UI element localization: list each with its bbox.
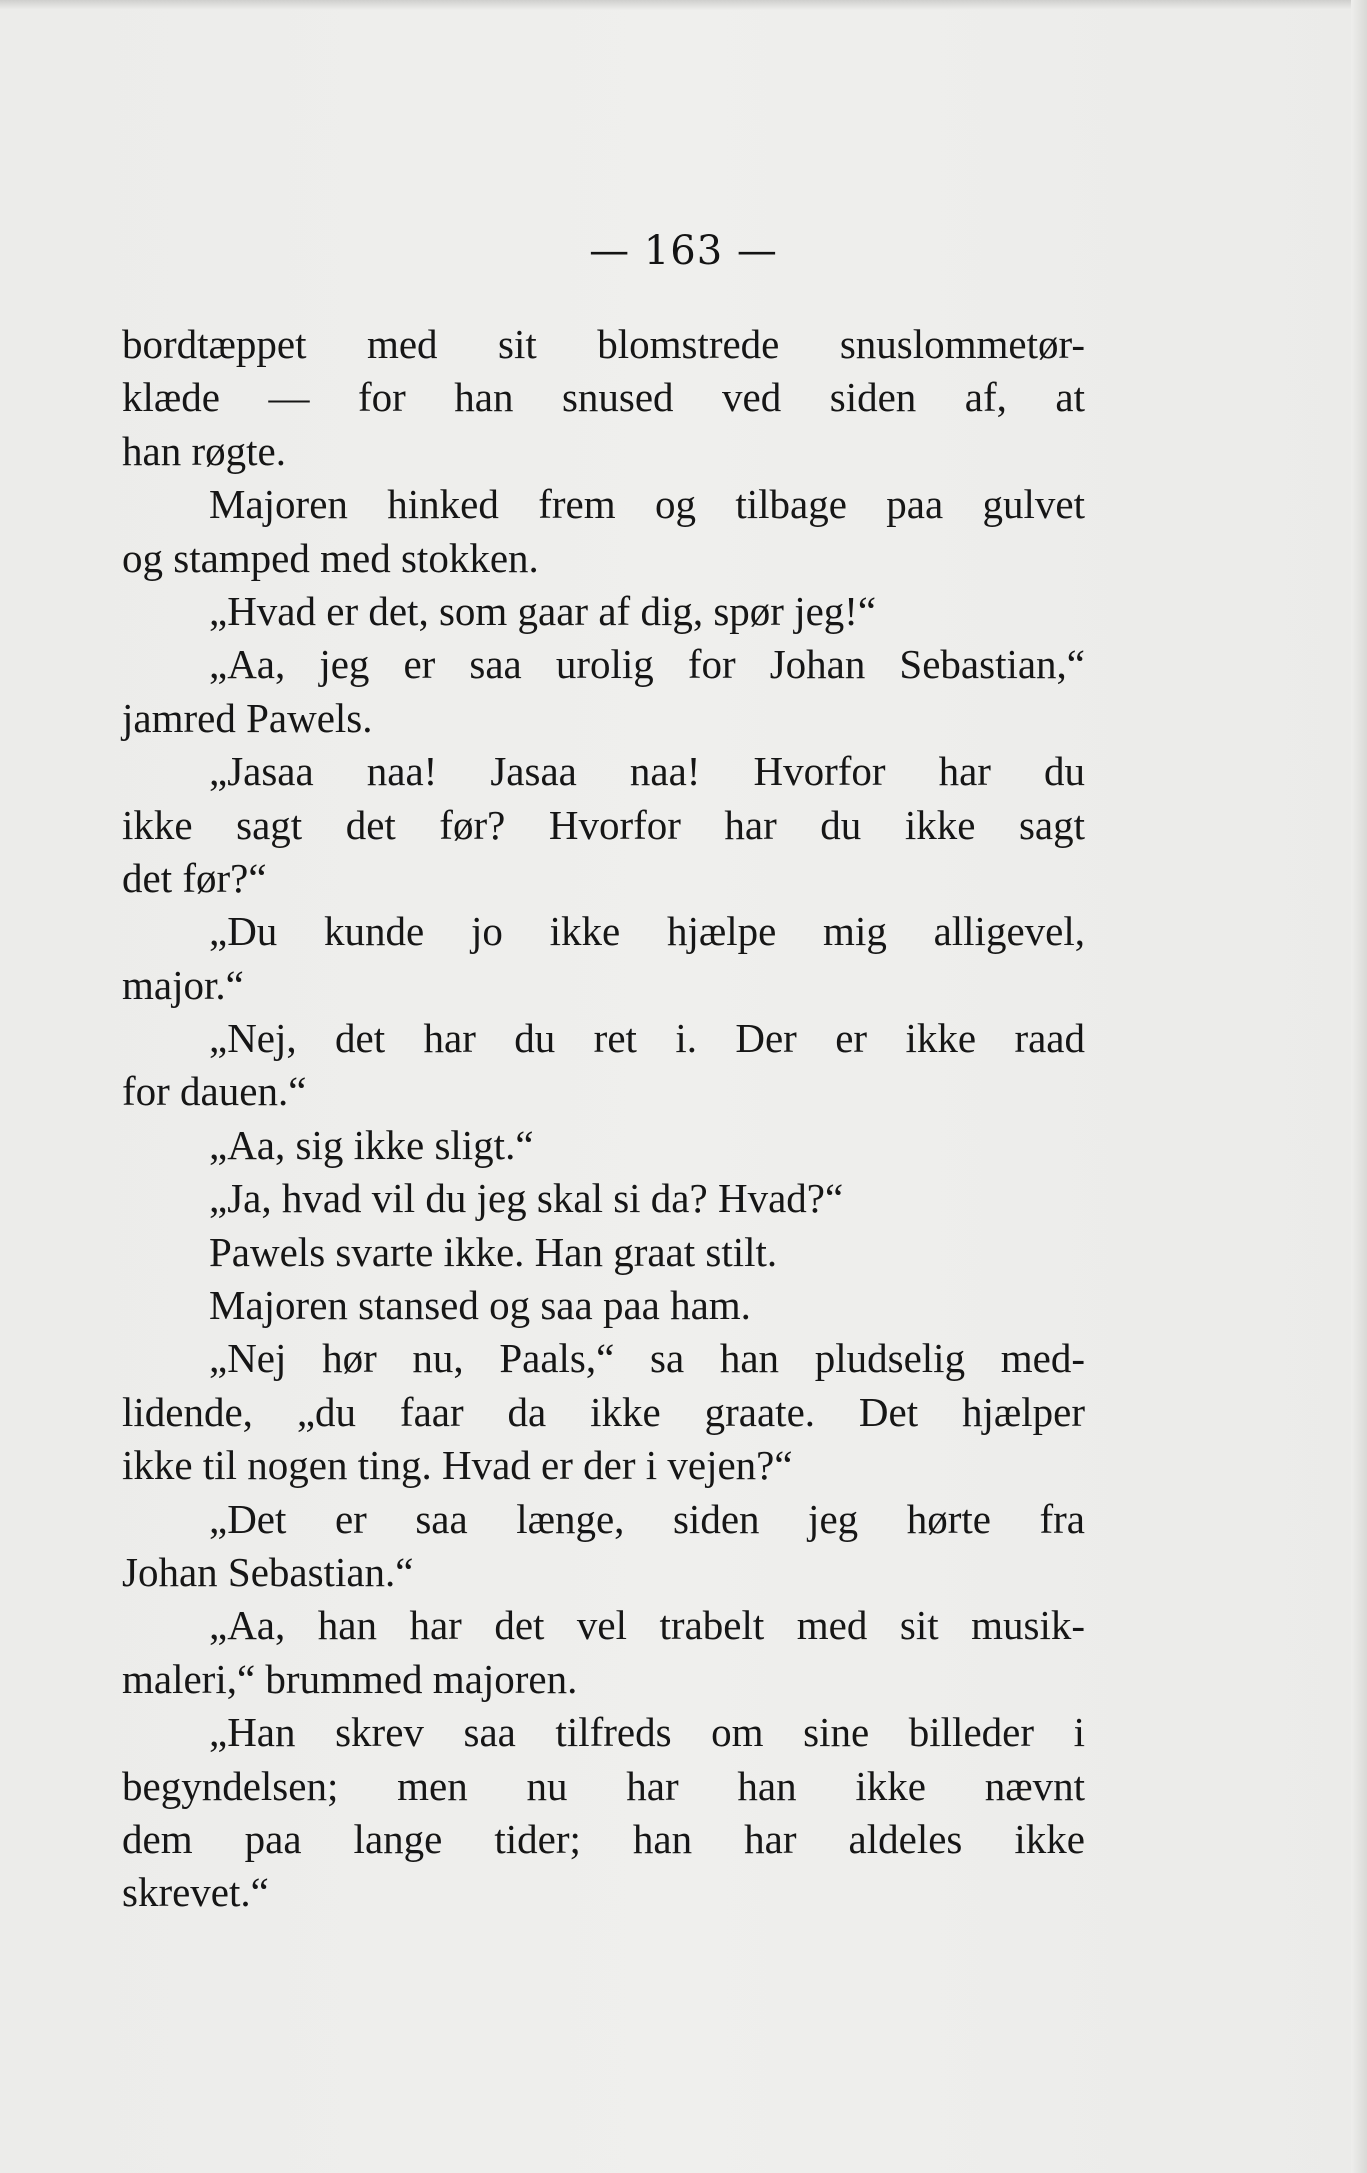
paragraph: [122, 478, 1085, 585]
text-line: det før?“: [122, 854, 267, 901]
text-line: bordtæppet med sit blomstrede snuslommetør-: [122, 321, 1085, 367]
text-line: „Aa, han har det vel trabelt med sit musik-: [209, 1602, 1085, 1649]
text-line: ikke til nogen ting. Hvad er der i vejen?“: [122, 1442, 793, 1489]
text-line: Pawels svarte ikke. Han graat stilt.: [209, 1228, 778, 1275]
text-line: „Ja, hvad vil du jeg skal si da? Hvad?“: [209, 1175, 844, 1222]
paragraph: [122, 1706, 1085, 1920]
text-line: Majoren stansed og saa paa ham.: [209, 1282, 751, 1329]
page-top-edge: [0, 0, 1367, 10]
paragraph: [122, 1493, 1085, 1600]
paragraph: [122, 1332, 1085, 1492]
paragraph: [122, 1012, 1085, 1119]
text-line: „Aa, jeg er saa urolig for Johan Sebastian,“: [209, 641, 1085, 688]
text-line: han røgte.: [122, 427, 286, 474]
text-line: maleri,“ brummed majoren.: [122, 1655, 578, 1702]
text-line: „Du kunde jo ikke hjælpe mig alligevel,: [209, 908, 1085, 955]
paragraph: [122, 1172, 1085, 1225]
text-line: „Nej hør nu, Paals,“ sa han pludselig med-: [209, 1335, 1085, 1382]
text-line: lidende, „du faar da ikke graate. Det hjælper: [122, 1388, 1085, 1435]
paragraph: [122, 638, 1085, 745]
text-line: dem paa lange tider; han har aldeles ikke: [122, 1815, 1085, 1862]
text-line: „Hvad er det, som gaar af dig, spør jeg!“: [209, 587, 877, 634]
paragraph: [122, 1119, 1085, 1172]
text-line: for dauen.“: [122, 1068, 307, 1115]
text-line: „Jasaa naa! Jasaa naa! Hvorfor har du: [209, 748, 1085, 795]
page-right-edge: [1351, 0, 1367, 2173]
paragraph: [122, 585, 1085, 638]
page-number: — 163 —: [589, 228, 778, 274]
text-line: major.“: [122, 961, 244, 1008]
body-text: [122, 318, 1085, 1920]
text-line: Majoren hinked frem og tilbage paa gulvet: [209, 481, 1085, 528]
text-line: og stamped med stokken.: [122, 534, 539, 581]
text-line: klæde — for han snused ved siden af, at: [122, 374, 1085, 421]
text-line: begyndelsen; men nu har han ikke nævnt: [122, 1762, 1085, 1809]
text-line: „Aa, sig ikke sligt.“: [209, 1121, 534, 1168]
paragraph: [122, 745, 1085, 905]
paragraph: [122, 905, 1085, 1012]
text-line: jamred Pawels.: [122, 694, 373, 741]
text-line: „Nej, det har du ret i. Der er ikke raad: [209, 1015, 1085, 1062]
text-line: „Det er saa længe, siden jeg hørte fra: [209, 1495, 1085, 1542]
paragraph: [122, 1279, 1085, 1332]
text-line: Johan Sebastian.“: [122, 1548, 414, 1595]
paragraph: [122, 318, 1085, 478]
paragraph: [122, 1599, 1085, 1706]
paragraph: [122, 1226, 1085, 1279]
text-line: skrevet.“: [122, 1869, 269, 1916]
text-line: „Han skrev saa tilfreds om sine billeder i: [209, 1709, 1085, 1756]
text-line: ikke sagt det før? Hvorfor har du ikke sagt: [122, 801, 1085, 848]
